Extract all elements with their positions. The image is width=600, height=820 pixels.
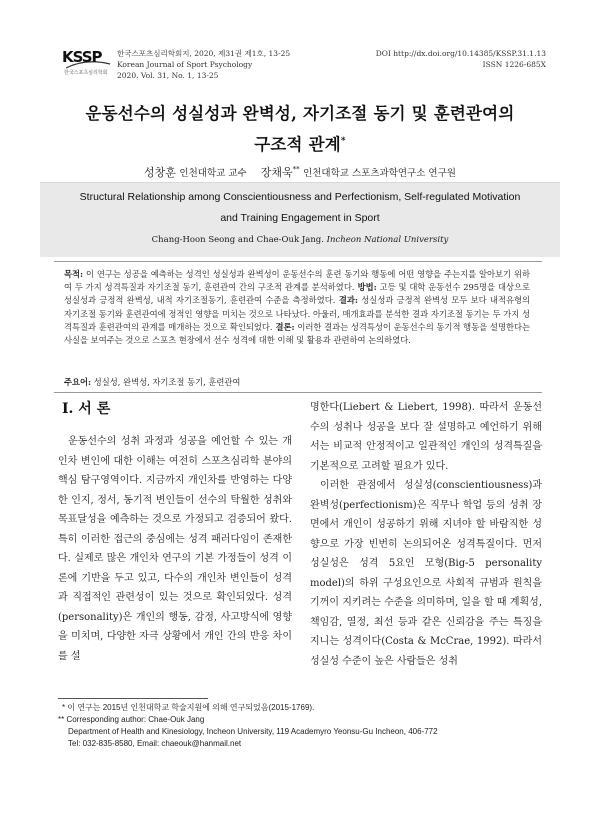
abstract-purpose: 이 연구는 성공을 예측하는 성격인 성실성과 완벽성이 운동선수의 훈련 동기와 행동에 어떤 영향을 주는지를 알아보기 위하여 두 가지 성격특질과 자기조절 동기, 훈련관여 간의 구조적 관계를 분석하였다. bbox=[64, 269, 530, 293]
section-heading: I. 서 론 bbox=[62, 401, 111, 417]
keywords-label: 주요어: bbox=[64, 377, 92, 387]
abstract-conclusion-label: 결론: bbox=[272, 321, 295, 332]
journal-citation-line: 한국스포츠심리학회지, 2020, 제31권 제1호, 13-25 bbox=[117, 49, 291, 58]
body-paragraph: 명한다(Liebert & Liebert, 1998). 따라서 운동선수의 성취나 성공을 보다 잘 설명하고 예언하기 위해서는 비교적 안정적이고 일관적인 개인의 성격특질을 기본적으로 고려할 필요가 있다. bbox=[310, 402, 542, 472]
journal-logo bbox=[62, 48, 112, 82]
logo-subtext: 한국스포츠심리학회 bbox=[64, 70, 108, 76]
english-author-names: Chang-Hoon Seong and Chae-Ouk Jang. bbox=[151, 235, 324, 245]
logo-text: KSSP bbox=[62, 48, 102, 66]
abstract-bottom-rule bbox=[54, 392, 542, 393]
abstract-conclusion: 이러한 결과는 성격특성이 운동선수의 동기적 행동을 설명한다는 사실을 보여주는 것으로 스포츠 현장에서 선수 성격에 대한 이해 및 활용과 관련하여 논의하였다. bbox=[64, 321, 531, 346]
author-affiliation: 인천대학교 스포츠과학연구소 연구원 bbox=[303, 168, 456, 179]
abstract-top-rule bbox=[54, 261, 542, 262]
title-footnote-mark: * bbox=[340, 136, 346, 147]
footnote-funding: * 이 연구는 2015년 인천대학교 학술지원에 의해 연구되었음(2015-1769). bbox=[62, 703, 315, 712]
abstract-results: 성실성과 긍정적 완벽성 모두 보다 내적유형의 자기조절 동기와 훈련관여에 정적인 영향을 미치는 것으로 나타났다. 아울러, 매개효과를 분석한 결과 자기조절 동기는 두 가지 성격특질과 훈련관여의 관계를 매개하는 것으로 확인되었다. bbox=[64, 295, 530, 332]
author-footnote-mark: ** bbox=[292, 165, 300, 174]
journal-citation-line: Korean Journal of Sport Psychology bbox=[117, 60, 253, 69]
abstract-purpose-label: 목적: bbox=[64, 269, 84, 279]
journal-citation bbox=[117, 48, 290, 81]
paper-title-line1: 운동선수의 성실성과 완벽성, 자기조절 동기 및 훈련관여의 bbox=[85, 104, 515, 123]
doi-link[interactable]: DOI http://dx.doi.org/10.14385/KSSP.31.1.13 bbox=[375, 49, 546, 58]
issn: ISSN 1226-685X bbox=[482, 60, 546, 69]
english-title-band bbox=[40, 182, 560, 257]
abstract bbox=[64, 268, 530, 347]
paper-title-text: 구조적 관계 bbox=[254, 135, 341, 154]
english-institution: Incheon National University bbox=[326, 235, 449, 245]
author-affiliation: 인천대학교 교수 bbox=[179, 168, 247, 179]
doi-block bbox=[376, 48, 546, 70]
keywords-list: 성실성, 완벽성, 자기조절 동기, 훈련관여 bbox=[91, 377, 241, 387]
author-name: 성창훈 bbox=[144, 166, 176, 179]
footnote-contact: Tel: 032-835-8580, Email: chaeouk@hanmail.net bbox=[68, 739, 242, 748]
body-paragraph: 운동선수의 성취 과정과 성공을 예언할 수 있는 개인차 변인에 대한 이해는 여전히 스포츠심리학 분야의 핵심 탐구영역이다. 지금까지 개인차를 반영하는 다양한 인지, 정서, 동기적 변인들이 선수의 탁월한 성취와 목표달성을 예측하는 것으로 가정되고 검증되어 왔다. 특히 이러한 접근의 중심에는 성격 패러다임이 존재한다. 실제로 많은 개인차 연구의 기본 가정들이 성격 이론에 기반을 두고 있고, 다수의 개인차 변인들이 성격과 직접적인 관련성이 있는 것으로 확인되었다. 성격(personality)은 개인의 행동, 감정, 사고방식에 영향을 미치며, 다양한 자극 상황에서 개인 간의 반응 차이를 설 bbox=[58, 436, 292, 662]
abstract-results-label: 결과: bbox=[335, 295, 358, 306]
footnote-address: Department of Health and Kinesiology, Incheon University, 119 Academyro Yeonsu-Gu Incheon, 406-772 bbox=[68, 727, 438, 736]
abstract-method-label: 방법: bbox=[354, 282, 377, 293]
abstract-method: 고등 및 대학 운동선수 295명을 대상으로 성실성과 긍정적 완벽성, 내적 자기조절동기, 훈련관여 수준을 측정하였다. bbox=[64, 282, 530, 306]
footnote-rule bbox=[58, 698, 208, 699]
english-authors bbox=[40, 235, 560, 245]
body-right-column bbox=[310, 398, 542, 671]
body-paragraph: 이러한 관점에서 성실성(conscientiousness)과 완벽성(perfectionism)은 직무나 학업 등의 성취 장면에서 개인이 성공하기 위해 지녀야 할 바람직한 성향으로 가장 빈번히 논의되어온 성격특질이다. 먼저 성실성은 성격 5요인 모형(Big-5 personality model)의 하위 구성요인으로 사회적 규범과 원칙을 기꺼이 지키려는 수준을 의미하며, 일을 할 때 계획성, 책임감, 열정, 최선 등과 같은 신뢰감을 주는 특징을 지니는 성격이다(Costa & McCrae, 1992). 따라서 성실성 수준이 높은 사람들은 성취 bbox=[310, 480, 542, 667]
paper-title-line2 bbox=[0, 131, 600, 155]
keywords bbox=[64, 376, 240, 388]
english-title-line1: Structural Relationship among Conscientiousness and Perfectionism, Self-regulated Motivation bbox=[79, 191, 521, 203]
author-name: 장채욱 bbox=[260, 166, 293, 179]
authors-korean bbox=[0, 164, 600, 180]
english-title-line2: and Training Engagement in Sport bbox=[220, 212, 380, 224]
journal-citation-line: 2020. Vol. 31, No. 1, 13-25 bbox=[117, 71, 219, 80]
footnote-corresponding: ** Corresponding author: Chae-Ouk Jang bbox=[58, 715, 205, 724]
body-left-column bbox=[58, 432, 292, 666]
